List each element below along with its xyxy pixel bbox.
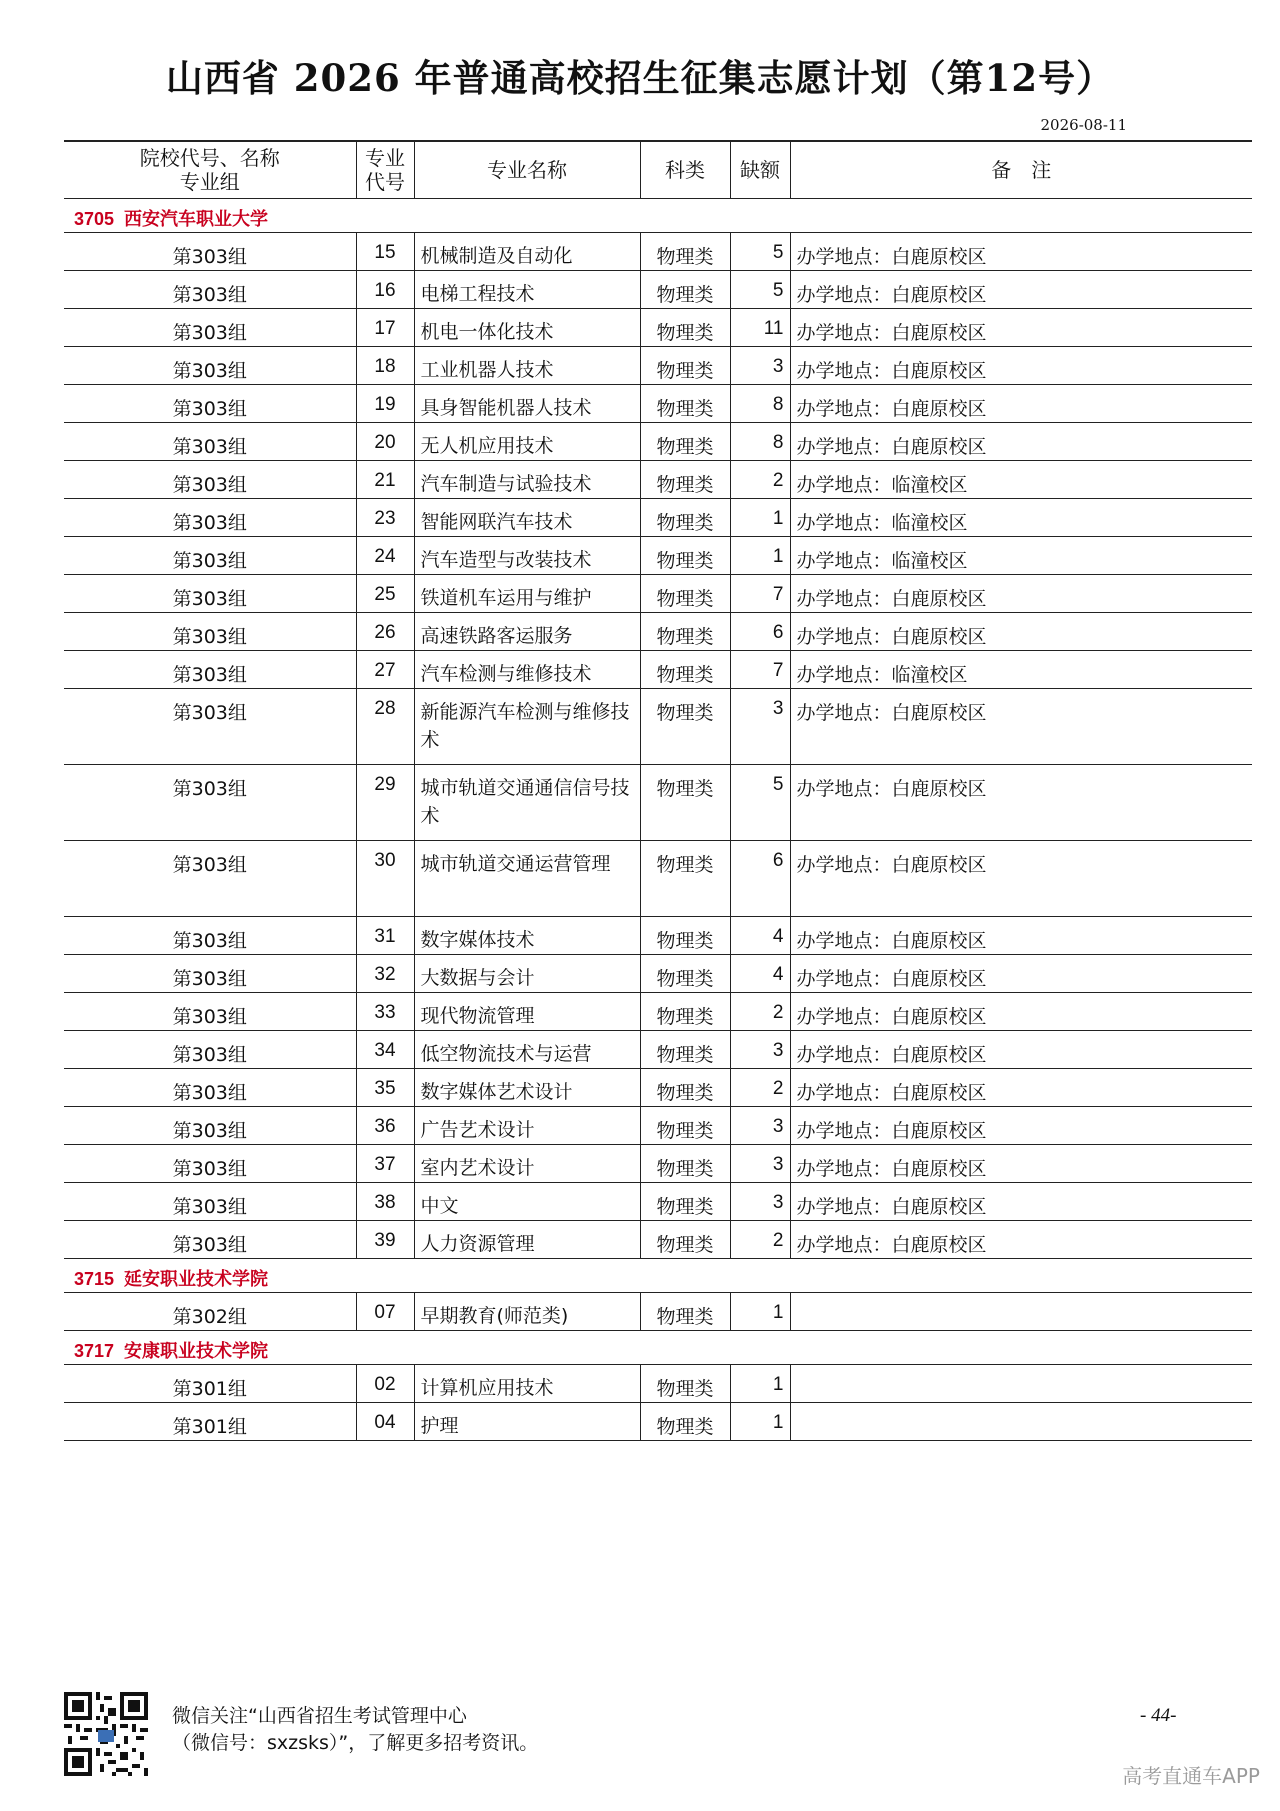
category-cell: 物理类 [640, 651, 730, 689]
table-row [64, 1183, 1252, 1221]
remark-cell [790, 1403, 1252, 1441]
major-code-cell: 38 [356, 1183, 414, 1221]
school-code: 3715 [74, 1269, 115, 1289]
major-name-cell: 城市轨道交通运营管理 [414, 841, 640, 917]
category-cell: 物理类 [640, 1221, 730, 1259]
watermark: 高考直通车APP [1122, 1764, 1260, 1788]
table-row [64, 1069, 1252, 1107]
school-header-cell [64, 1259, 1252, 1293]
school-header-cell [64, 199, 1252, 233]
major-code-cell: 04 [356, 1403, 414, 1441]
major-code-cell: 36 [356, 1107, 414, 1145]
category-cell: 物理类 [640, 575, 730, 613]
group-cell: 第303组 [64, 1107, 356, 1145]
remark-cell: 办学地点：白鹿原校区 [790, 1145, 1252, 1183]
table-row [64, 575, 1252, 613]
category-cell: 物理类 [640, 1365, 730, 1403]
issue-date: 2026-08-11 [1040, 116, 1127, 134]
category-cell: 物理类 [640, 271, 730, 309]
footer-line2: （微信号：sxzsks）”，了解更多招考资讯。 [172, 1732, 539, 1754]
quota-cell: 4 [730, 917, 790, 955]
quota-cell: 1 [730, 1403, 790, 1441]
group-cell: 第303组 [64, 423, 356, 461]
table-row [64, 613, 1252, 651]
group-cell: 第303组 [64, 651, 356, 689]
category-cell: 物理类 [640, 347, 730, 385]
quota-cell: 2 [730, 461, 790, 499]
major-code-cell: 33 [356, 993, 414, 1031]
quota-cell: 5 [730, 233, 790, 271]
remark-cell: 办学地点：临潼校区 [790, 537, 1252, 575]
table-row [64, 1293, 1252, 1331]
remark-cell: 办学地点：白鹿原校区 [790, 689, 1252, 765]
school-code: 3717 [74, 1341, 115, 1361]
school-header-row [64, 1259, 1252, 1293]
quota-cell: 7 [730, 575, 790, 613]
major-name-cell: 大数据与会计 [414, 955, 640, 993]
major-code-cell: 17 [356, 309, 414, 347]
category-cell: 物理类 [640, 537, 730, 575]
remark-cell: 办学地点：白鹿原校区 [790, 765, 1252, 841]
major-code-cell: 28 [356, 689, 414, 765]
table-row [64, 993, 1252, 1031]
category-cell: 物理类 [640, 689, 730, 765]
table-row [64, 955, 1252, 993]
group-cell: 第303组 [64, 1069, 356, 1107]
remark-cell: 办学地点：白鹿原校区 [790, 917, 1252, 955]
school-header-row [64, 1331, 1252, 1365]
header-quota: 缺额 [730, 141, 790, 199]
footer-wechat-notice [172, 1703, 538, 1757]
major-name-cell: 室内艺术设计 [414, 1145, 640, 1183]
major-name-cell: 低空物流技术与运营 [414, 1031, 640, 1069]
group-cell: 第303组 [64, 347, 356, 385]
group-cell: 第303组 [64, 1031, 356, 1069]
remark-cell: 办学地点：临潼校区 [790, 499, 1252, 537]
group-cell: 第303组 [64, 499, 356, 537]
group-cell: 第303组 [64, 955, 356, 993]
category-cell: 物理类 [640, 993, 730, 1031]
major-code-cell: 27 [356, 651, 414, 689]
table-row [64, 689, 1252, 765]
quota-cell: 3 [730, 1183, 790, 1221]
major-code-cell: 20 [356, 423, 414, 461]
table-row [64, 917, 1252, 955]
category-cell: 物理类 [640, 917, 730, 955]
table-row [64, 1145, 1252, 1183]
group-cell: 第303组 [64, 309, 356, 347]
quota-cell: 3 [730, 1031, 790, 1069]
table-row [64, 233, 1252, 271]
quota-cell: 1 [730, 1365, 790, 1403]
remark-cell: 办学地点：白鹿原校区 [790, 841, 1252, 917]
group-cell: 第303组 [64, 575, 356, 613]
table-row [64, 309, 1252, 347]
table-row [64, 651, 1252, 689]
remark-cell [790, 1365, 1252, 1403]
major-name-cell: 铁道机车运用与维护 [414, 575, 640, 613]
major-name-cell: 智能网联汽车技术 [414, 499, 640, 537]
table-row [64, 423, 1252, 461]
major-name-cell: 广告艺术设计 [414, 1107, 640, 1145]
page-number: - 44- [1140, 1705, 1177, 1726]
major-name-cell: 现代物流管理 [414, 993, 640, 1031]
table-row [64, 1221, 1252, 1259]
major-code-cell: 29 [356, 765, 414, 841]
category-cell: 物理类 [640, 1145, 730, 1183]
header-major-name: 专业名称 [414, 141, 640, 199]
category-cell: 物理类 [640, 309, 730, 347]
category-cell: 物理类 [640, 423, 730, 461]
category-cell: 物理类 [640, 1183, 730, 1221]
major-name-cell: 无人机应用技术 [414, 423, 640, 461]
major-name-cell: 数字媒体艺术设计 [414, 1069, 640, 1107]
category-cell: 物理类 [640, 841, 730, 917]
school-code: 3705 [74, 209, 115, 229]
table-row [64, 1107, 1252, 1145]
remark-cell: 办学地点：白鹿原校区 [790, 993, 1252, 1031]
major-code-cell: 25 [356, 575, 414, 613]
major-name-cell: 汽车造型与改装技术 [414, 537, 640, 575]
enrollment-plan-table [64, 140, 1252, 1441]
category-cell: 物理类 [640, 1031, 730, 1069]
remark-cell: 办学地点：临潼校区 [790, 461, 1252, 499]
category-cell: 物理类 [640, 765, 730, 841]
quota-cell: 5 [730, 765, 790, 841]
major-code-cell: 15 [356, 233, 414, 271]
school-header-cell [64, 1331, 1252, 1365]
group-cell: 第303组 [64, 537, 356, 575]
major-code-cell: 18 [356, 347, 414, 385]
major-name-cell: 机电一体化技术 [414, 309, 640, 347]
remark-cell: 办学地点：白鹿原校区 [790, 613, 1252, 651]
major-name-cell: 计算机应用技术 [414, 1365, 640, 1403]
group-cell: 第303组 [64, 1183, 356, 1221]
qr-code-icon [64, 1692, 148, 1776]
major-name-cell: 机械制造及自动化 [414, 233, 640, 271]
remark-cell: 办学地点：白鹿原校区 [790, 233, 1252, 271]
quota-cell: 1 [730, 1293, 790, 1331]
school-header-row [64, 199, 1252, 233]
table-row [64, 1403, 1252, 1441]
major-name-cell: 高速铁路客运服务 [414, 613, 640, 651]
remark-cell: 办学地点：白鹿原校区 [790, 1183, 1252, 1221]
header-code [356, 141, 414, 199]
quota-cell: 1 [730, 499, 790, 537]
table-header-row [64, 141, 1252, 199]
category-cell: 物理类 [640, 461, 730, 499]
group-cell: 第301组 [64, 1365, 356, 1403]
quota-cell: 5 [730, 271, 790, 309]
school-name: 安康职业技术学院 [124, 1341, 269, 1362]
category-cell: 物理类 [640, 1403, 730, 1441]
table-row [64, 499, 1252, 537]
school-name: 延安职业技术学院 [124, 1269, 269, 1290]
table-row [64, 765, 1252, 841]
category-cell: 物理类 [640, 1293, 730, 1331]
group-cell: 第303组 [64, 993, 356, 1031]
remark-cell: 办学地点：临潼校区 [790, 651, 1252, 689]
group-cell: 第303组 [64, 917, 356, 955]
major-code-cell: 16 [356, 271, 414, 309]
table-row [64, 841, 1252, 917]
major-name-cell: 人力资源管理 [414, 1221, 640, 1259]
major-code-cell: 19 [356, 385, 414, 423]
category-cell: 物理类 [640, 1069, 730, 1107]
table-row [64, 537, 1252, 575]
group-cell: 第303组 [64, 271, 356, 309]
table-row [64, 1031, 1252, 1069]
group-cell: 第303组 [64, 841, 356, 917]
group-cell: 第303组 [64, 1221, 356, 1259]
group-cell: 第303组 [64, 385, 356, 423]
major-code-cell: 21 [356, 461, 414, 499]
quota-cell: 4 [730, 955, 790, 993]
major-name-cell: 电梯工程技术 [414, 271, 640, 309]
category-cell: 物理类 [640, 499, 730, 537]
category-cell: 物理类 [640, 385, 730, 423]
major-code-cell: 32 [356, 955, 414, 993]
remark-cell: 办学地点：白鹿原校区 [790, 1069, 1252, 1107]
quota-cell: 3 [730, 347, 790, 385]
category-cell: 物理类 [640, 955, 730, 993]
major-code-cell: 24 [356, 537, 414, 575]
table-row [64, 1365, 1252, 1403]
quota-cell: 2 [730, 1069, 790, 1107]
remark-cell: 办学地点：白鹿原校区 [790, 347, 1252, 385]
quota-cell: 7 [730, 651, 790, 689]
major-name-cell: 新能源汽车检测与维修技术 [414, 689, 640, 765]
major-code-cell: 02 [356, 1365, 414, 1403]
major-code-cell: 35 [356, 1069, 414, 1107]
major-code-cell: 31 [356, 917, 414, 955]
major-name-cell: 早期教育(师范类) [414, 1293, 640, 1331]
quota-cell: 1 [730, 537, 790, 575]
remark-cell: 办学地点：白鹿原校区 [790, 1031, 1252, 1069]
table-body [64, 199, 1252, 1441]
quota-cell: 8 [730, 385, 790, 423]
category-cell: 物理类 [640, 1107, 730, 1145]
major-code-cell: 37 [356, 1145, 414, 1183]
group-cell: 第303组 [64, 461, 356, 499]
major-code-cell: 23 [356, 499, 414, 537]
category-cell: 物理类 [640, 613, 730, 651]
table-row [64, 271, 1252, 309]
remark-cell: 办学地点：白鹿原校区 [790, 423, 1252, 461]
header-code-line2: 代号 [365, 170, 405, 194]
school-name: 西安汽车职业大学 [124, 209, 269, 230]
major-name-cell: 数字媒体技术 [414, 917, 640, 955]
major-name-cell: 中文 [414, 1183, 640, 1221]
major-code-cell: 07 [356, 1293, 414, 1331]
remark-cell: 办学地点：白鹿原校区 [790, 1107, 1252, 1145]
quota-cell: 11 [730, 309, 790, 347]
quota-cell: 3 [730, 1107, 790, 1145]
major-name-cell: 护理 [414, 1403, 640, 1441]
major-name-cell: 工业机器人技术 [414, 347, 640, 385]
table-row [64, 347, 1252, 385]
quota-cell: 2 [730, 1221, 790, 1259]
group-cell: 第303组 [64, 689, 356, 765]
remark-cell: 办学地点：白鹿原校区 [790, 271, 1252, 309]
header-code-line1: 专业 [365, 146, 405, 170]
major-name-cell: 城市轨道交通通信信号技术 [414, 765, 640, 841]
major-name-cell: 汽车检测与维修技术 [414, 651, 640, 689]
header-group [64, 141, 356, 199]
header-group-line2: 专业组 [179, 170, 240, 194]
group-cell: 第303组 [64, 233, 356, 271]
table-row [64, 461, 1252, 499]
page-title: 山西省 2026 年普通高校招生征集志愿计划（第12号） [165, 56, 1115, 100]
quota-cell: 2 [730, 993, 790, 1031]
remark-cell [790, 1293, 1252, 1331]
major-code-cell: 26 [356, 613, 414, 651]
remark-cell: 办学地点：白鹿原校区 [790, 1221, 1252, 1259]
major-name-cell: 汽车制造与试验技术 [414, 461, 640, 499]
remark-cell: 办学地点：白鹿原校区 [790, 309, 1252, 347]
header-category: 科类 [640, 141, 730, 199]
quota-cell: 3 [730, 689, 790, 765]
header-remark: 备 注 [790, 141, 1252, 199]
footer-line1: 微信关注“山西省招生考试管理中心 [172, 1705, 467, 1727]
group-cell: 第303组 [64, 765, 356, 841]
group-cell: 第303组 [64, 613, 356, 651]
table-row [64, 385, 1252, 423]
major-code-cell: 39 [356, 1221, 414, 1259]
major-code-cell: 30 [356, 841, 414, 917]
remark-cell: 办学地点：白鹿原校区 [790, 955, 1252, 993]
header-group-line1: 院校代号、名称 [139, 146, 280, 170]
major-code-cell: 34 [356, 1031, 414, 1069]
group-cell: 第301组 [64, 1403, 356, 1441]
major-name-cell: 具身智能机器人技术 [414, 385, 640, 423]
quota-cell: 8 [730, 423, 790, 461]
quota-cell: 6 [730, 841, 790, 917]
remark-cell: 办学地点：白鹿原校区 [790, 575, 1252, 613]
group-cell: 第302组 [64, 1293, 356, 1331]
quota-cell: 3 [730, 1145, 790, 1183]
remark-cell: 办学地点：白鹿原校区 [790, 385, 1252, 423]
category-cell: 物理类 [640, 233, 730, 271]
group-cell: 第303组 [64, 1145, 356, 1183]
quota-cell: 6 [730, 613, 790, 651]
